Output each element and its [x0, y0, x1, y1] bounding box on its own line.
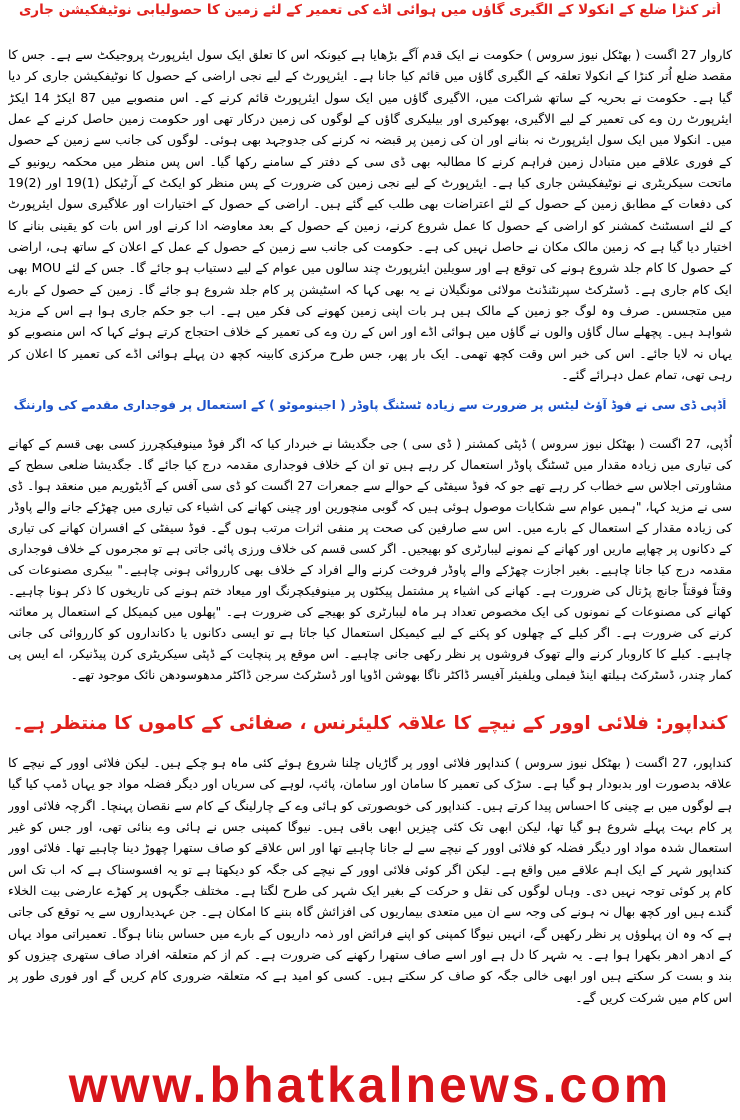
site-url-footer[interactable]: www.bhatkalnews.com — [68, 1057, 672, 1113]
article-3-headline: کنداپور: فلائی اوور کے نیچے کا علاقہ کلیئرنس ، صفائی کے کاموں کا منتظر ہے۔ — [12, 713, 728, 734]
article-2-body: اُڈپی، 27 اگست ( بھٹکل نیوز سروس ) ڈپٹی کمشنر ( ڈی سی ) جی جگدیشا نے خبردار کیا کہ اگر فوڈ مینوفیکچررز کسی بھی قسم کے کھانے کی تیاری میں زیادہ مقدار میں ٹسٹنگ پاوڈر استعمال کر رہے ہیں تو ان کے خلاف فوجداری مقدمہ درج کیا جائے گا۔ جگدیشا ضلعی سطح کے مشاورتی اجلاس سے خطاب کر رہے تھے جو کہ فوڈ سیفٹی کے حوالے سے جمعرات 27 اگست کو ڈی سی آفس کے آڈیٹوریم میں منعقد ہوا۔ ڈی سی نے مزید کہا، "ہمیں عوام سے شکایات موصول ہوئی ہیں کہ گوبی منچورین اور چینی کھانے کی اشیاء کی تیاری میں چھڑکے جانے والے پاوڈر کی زیادہ مقدار کے استعمال کے بارے میں۔ اس سے صارفین کی صحت پر منفی اثرات مرتب ہوں گے۔ فوڈ سیفٹی کے افسران کھانے کی تیاری کے دکانوں پر چھاپے ماریں اور کھانے کے نمونے لیبارٹری کو بھیجیں۔ اگر کسی قسم کی خلاف ورزی پائی جاتی ہے تو مجرموں کے خلاف فوجداری مقدمہ درج کیا جانا چاہیے۔ بغیر اجازت چھڑکے والے پاوڈر فروخت کرنے والے افراد کے خلاف بھی کارروائی ہونی چاہیے۔" بیکری مصنوعات کی وقتاً فوقتاً جانچ پڑتال کی ضرورت ہے۔ کھانے کی اشیاء پر مشتمل پیکٹوں پر مینوفیکچرنگ اور میعاد ختم ہونے کی تاریخوں کا ذکر ہونا چاہیے۔ کھانے کی مصنوعات کے نمونوں کی ایک مخصوص تعداد ہر ماہ لیبارٹری کو بھیجے کی ضرورت ہے۔ "پھلوں میں کیمیکل کے استعمال پر معائنہ کرنے کی ضرورت ہے۔ اگر کیلے کے چھلوں کو پکنے کے لیے کیمیکل استعمال کیا جاتا ہے تو ایسی دکانوں یا دکانداروں کو کارروائی کی جانی چاہیے۔ کیلے کا کاروبار کرنے والے تھوک فروشوں پر نظر رکھی جانی چاہیے۔ اس موقع پر پنچایت کے ڈپٹی سیکریٹری کرن پیڈنیکر، اے ایس پی کمار چندر، ڈسٹرکٹ ہیلتھ اینڈ فیملی ویلفیئر آفیسر ڈاکٹر ناگا بھوشن اڈوپا اور ڈسٹرکٹ سرجن ڈاکٹر مدھوسودھن نائک موجود تھے۔ — [8, 437, 732, 682]
article-1-body: کاروار 27 اگست ( بھٹکل نیوز سروس ) حکومت نے ایک قدم آگے بڑھایا ہے کیونکہ اس کا تعلق ایک سول ایئرپورٹ پروجیکٹ سے ہے۔ جس کا مقصد ضلع اُتر کنڑا کے انکولا تعلقہ کے الگیری گاؤں میں قائم کیا جانا ہے۔ ایئرپورٹ کے لیے نجی اراضی کے حصول کا نوٹیفکیشن جاری کر دیا گیا ہے۔ حکومت نے بحریہ کے ساتھ شراکت میں، الاگیری گاؤں میں ایک سول ایئرپورٹ قائم کرنے کے۔ اس منصوبے میں 87 ایکڑ 14 ایکڑ ایئرپورٹ رن وے کی تعمیر کے لیے الاگیری، بھوکیری اور بیلیکری گاؤں کے لوگوں کی زمین درکار تھی اور حکومت زمین حاصل کرنے کے عمل میں۔ انکولا میں ایک سول ایئرپورٹ نہ بنانے اور ان کی زمین پر قبضہ نہ کرنے کی جدوجہد بھی ہوئی۔ لوگوں کی جانب سے زمین کے حصول کے فوری علاقے میں متبادل زمین فراہم کرنے کا مطالبہ بھی ڈی سی کے دفتر کے سامنے رکھا گیا۔ اس پس منظر میں محکمہ ریونیو کے ماتحت سیکریٹری نے نوٹیفکیشن جاری کیا ہے۔ ایئرپورٹ کے لیے نجی زمین کی ضرورت کے پس منظر کو ایکٹ کے آرٹیکل (1)19 اور (2)19 کی دفعات کے مطابق زمین کے حصول کے لئے اعتراضات بھی طلب کیے گئے ہیں۔ اراضی کے حصول کے اختیارات اور علاگیری سول ایئرپورٹ کے لئے اسسٹنٹ کمشنر کو اراضی کے حصول کا عمل شروع کرنے، زمین کے حصول کے بعد معاوضہ ادا کرنے اور اس بات کو یقینی بنانے کا اختیار دیا گیا ہے کہ زمین مالک مکان نے حاصل نہیں کی ہے۔ حکومت کی جانب سے زمین کے حصول کے عمل کے اعلان کے ساتھ ہی، اراضی کے حصول کا کام جلد شروع ہونے کی توقع ہے اور سویلین ایئرپورٹ چند سالوں میں عوام کے لیے دستیاب ہو جائے گا۔ جس کے لئے MOU بھی ایک کام جاری ہے۔ ڈسٹرکٹ سپرنٹنڈنٹ مولائی مونگیلان نے یہ بھی کہا کہ اسٹیشن پر کام جلد شروع ہو جائے گا۔ زمین کے حصول کے بارے میں متجسس۔ صرف وہ لوگ جو زمین کے مالک ہیں ہر بات اپنی زمین کھونے کی فکر میں ہے۔ اب جو حکم جاری ہوا ہے اس کے مزید شواہد ہیں۔ پچھلے سال گاؤں والوں نے گاؤں میں ہوائی اڈے اور اس کے رن وے کی تعمیر کے خلاف احتجاج کرتے ہوئے کہا کہ اس منصوبے کو یہاں نہ لایا جائے۔ اس کی خبر اس وقت کچھ تھمی۔ ایک بار پھر، جس طرح مرکزی کابینہ کچھ دن پہلے ہوائی اڈے کی تعمیر کا اعلان کر رہی تھی، تمام عمل دہرائے گئے۔ — [8, 47, 732, 382]
article-1-headline: اُتر کنڑا ضلع کے انکولا کے الگیری گاؤں میں ہوائی اڈے کی تعمیر کے لئے زمین کا حصولیابی نوٹیفکیشن جاری — [18, 2, 722, 18]
article-3-body: کنداپور، 27 اگست ( بھٹکل نیوز سروس ) کنداپور فلائی اوور پر گاڑیاں چلنا شروع ہوئے کئی ماہ ہو چکے ہیں۔ لیکن فلائی اوور کے نیچے کا علاقہ بدصورت اور بدبودار ہو گیا ہے۔ سڑک کی تعمیر کا سامان اور سامان، پائپ، لوہے کی سریاں اور دیگر فضلہ مواد جو یہاں ڈمپ کیا گیا ہے لوگوں میں بے چینی کا احساس پیدا کرتے ہیں۔ کنداپور کی خوبصورتی کو ہائی وے کے چارلینگ کے کام سے نقصان پہنچا۔ اگرچہ فلائی اوور پر کام بہت پہلے شروع ہو گیا تھا، لیکن ابھی تک کئی چیزیں ابھی باقی ہیں۔ نیوگا کمپنی جس نے ہائی وے بنائی تھی، اور جس کو غیر استعمال شدہ مواد اور دیگر فضلہ کو فلائی اوور کے نیچے سے لے جانا چاہیے تھا اور اس علاقے کو صاف ستھرا چھوڑ دینا چاہیے تھا۔ فلائی اوور کنداپور شہر کے ایک اہم علاقے میں واقع ہے۔ لیکن اگر کوئی فلائی اوور کے نیچے کی جگہ کو دیکھتا ہے تو یہ افسوسناک ہے کہ اب تک اس کام پر کوئی توجہ نہیں دی۔ وہاں لوگوں کی نقل و حرکت کے بغیر ایک شہر کی طرح لگتا ہے۔ مختلف جگہوں پر کھڑے عارضی بیت الخلاء گندے ہیں اور کچھ بھال نہ ہونے کی وجہ سے ان میں متعدی بیماریوں کی افزائش گاہ بننے کا امکان ہے۔ جن عہدیداروں سے یہ توقع کی جاتی ہے کہ وہ ان پہلوؤں پر نظر رکھیں گے، انہیں نیوگا کمپنی کو اپنے فرائض اور ذمہ داریوں کے بارے میں حساس بنانا ہوگا۔ تعمیراتی مواد یہاں کے ادھر ادھر بکھرا ہوا ہے۔ یہ شہر کا دل ہے اور اسے صاف ستھرا رکھنے کی ضرورت ہے۔ کم از کم متعلقہ افراد صاف ستھری چیزوں کو بند و بست کر سکتے ہیں اور ابھی خالی جگہ کو صاف کر سکتے ہیں۔ کسی کو امید ہے کہ متعلقہ ضروری کام کریں گے اور فوری طور پر اس کام میں شرکت کریں گے۔ — [8, 755, 732, 1005]
article-2-headline: اُڈپی ڈی سی نے فوڈ آؤٹ لیٹس پر ضرورت سے زیادہ ٹسٹنگ پاوڈر ( اجینوموٹو ) کے استعمال پر فوجداری مقدمے کی وارننگ — [13, 398, 727, 412]
